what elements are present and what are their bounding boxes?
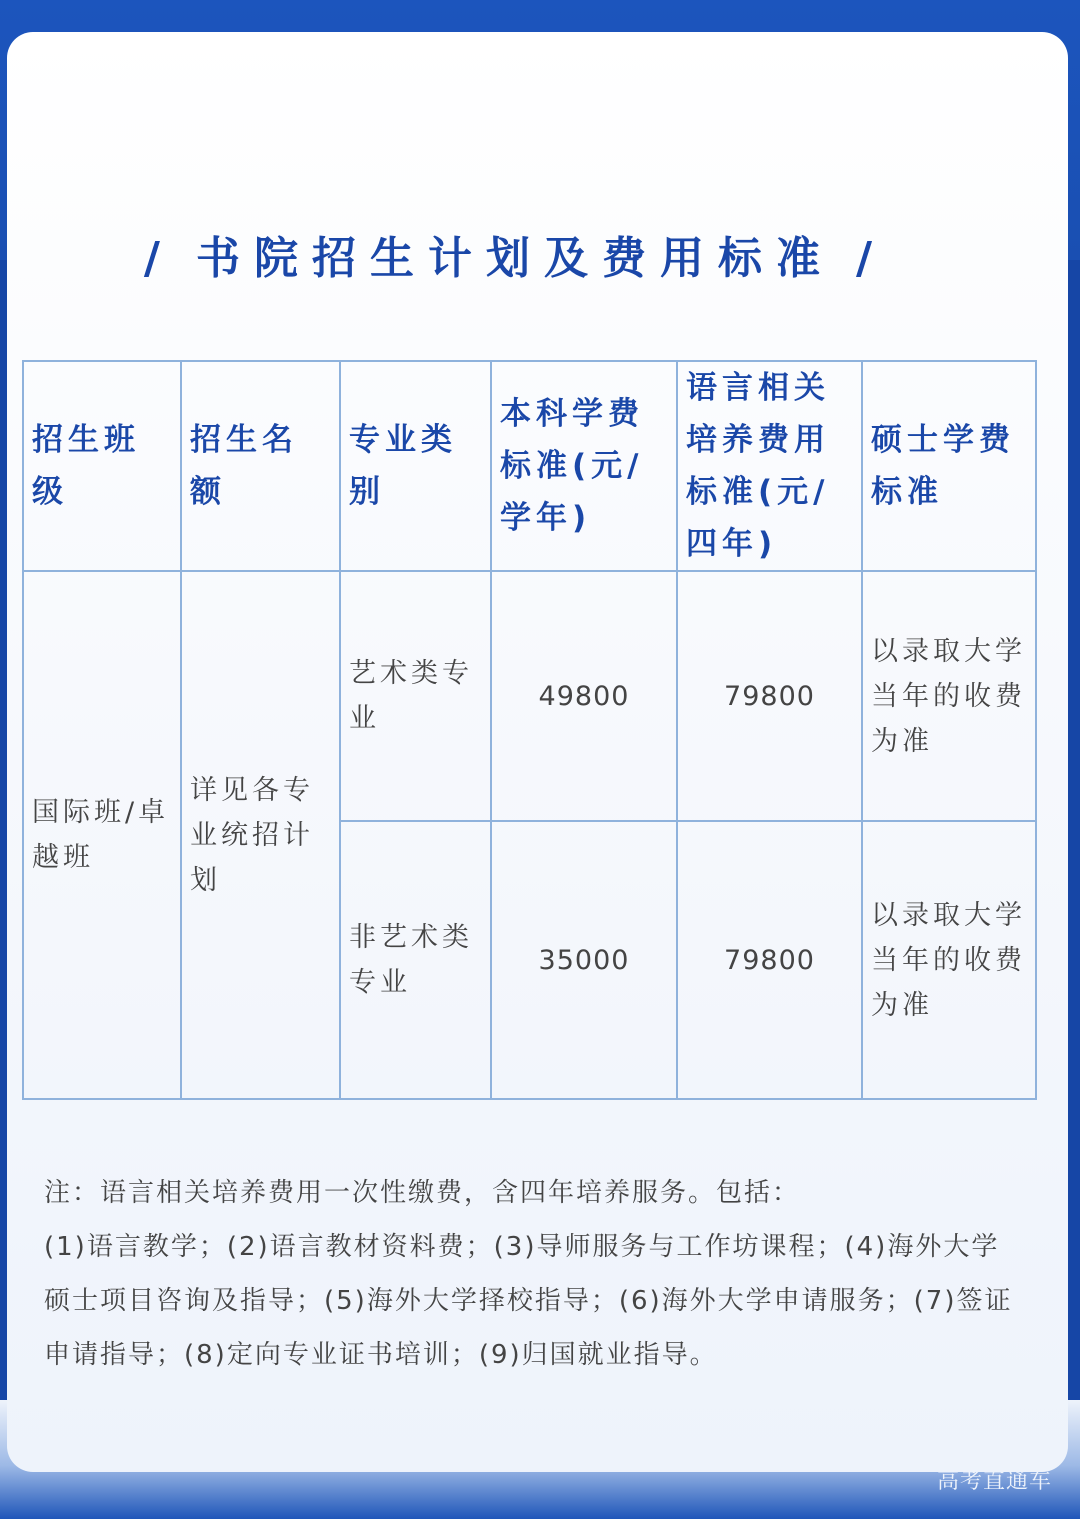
fee-note — [44, 1166, 1024, 1382]
cell-master-fee: 以录取大学当年的收费为准 — [862, 571, 1036, 821]
watermark: 高考直通车 — [936, 1469, 1052, 1494]
title-slash-left: / — [143, 233, 174, 284]
page-title — [0, 222, 1030, 286]
note-line-intro: 注：语言相关培养费用一次性缴费，含四年培养服务。包括： — [44, 1178, 801, 1208]
title-slash-right: / — [856, 233, 887, 284]
cell-category: 非艺术类专业 — [340, 821, 491, 1099]
cell-language-fee: 79800 — [677, 571, 862, 821]
header-language-fee: 语言相关培养费用标准(元/四年) — [677, 361, 862, 571]
cell-category: 艺术类专业 — [340, 571, 491, 821]
table-row — [23, 571, 1036, 821]
cell-class-name: 国际班/卓越班 — [23, 571, 181, 1099]
cell-undergrad-fee: 49800 — [491, 571, 677, 821]
header-class: 招生班级 — [23, 361, 181, 571]
cell-language-fee: 79800 — [677, 821, 862, 1099]
title-text: 书院招生计划及费用标准 — [196, 233, 834, 284]
cell-undergrad-fee: 35000 — [491, 821, 677, 1099]
header-undergrad-fee: 本科学费标准(元/学年) — [491, 361, 677, 571]
cell-master-fee: 以录取大学当年的收费为准 — [862, 821, 1036, 1099]
header-master-fee: 硕士学费标准 — [862, 361, 1036, 571]
header-quota: 招生名额 — [181, 361, 340, 571]
header-category: 专业类别 — [340, 361, 491, 571]
table-header-row — [23, 361, 1036, 571]
fee-table — [22, 360, 1037, 1100]
note-line-items: (1)语言教学；(2)语言教材资料费；(3)导师服务与工作坊课程；(4)海外大学硕士项目咨询及指导；(5)海外大学择校指导；(6)海外大学申请服务；(7)签证申请指导；(8)定向专业证书培训；(9)归国就业指导。 — [44, 1232, 1013, 1370]
cell-quota: 详见各专业统招计划 — [181, 571, 340, 1099]
